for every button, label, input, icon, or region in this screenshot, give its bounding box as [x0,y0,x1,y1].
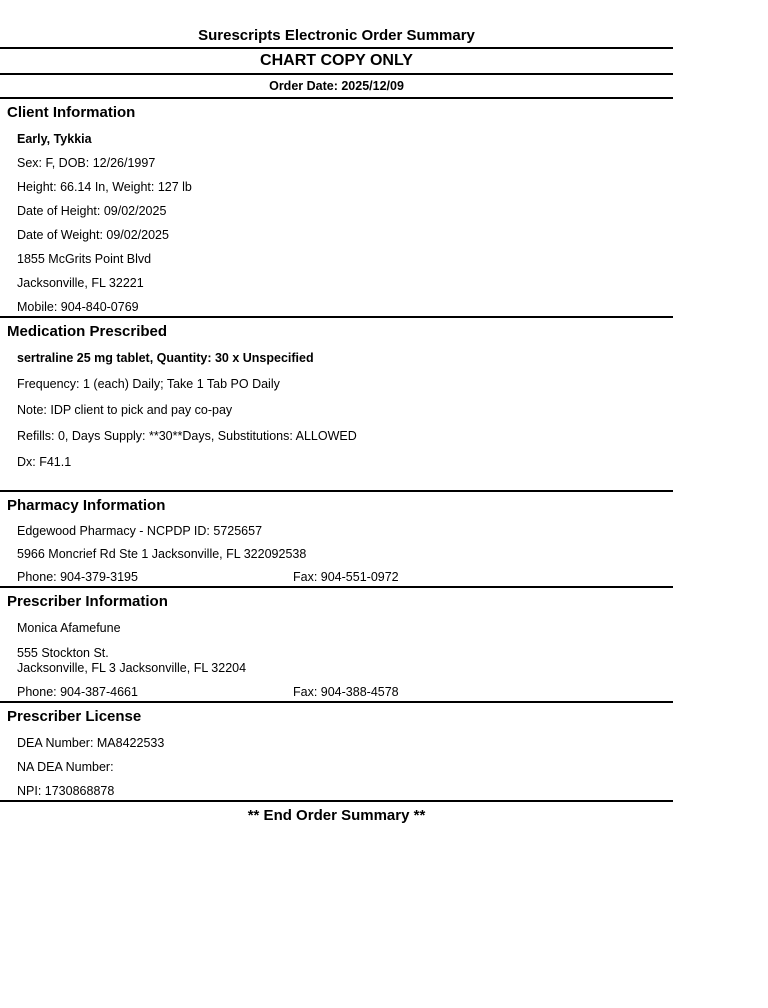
client-information-heading: Client Information [7,104,136,121]
medication-prescribed-heading: Medication Prescribed [7,323,168,340]
prescriber-information-section [0,593,673,703]
client-mobile: Mobile: 904-840-0769 [17,300,139,314]
prescriber-license-section [0,708,673,802]
client-address-city: Jacksonville, FL 32221 [17,276,144,290]
medication-refills: Refills: 0, Days Supply: **30**Days, Substitutions: ALLOWED [17,429,357,443]
order-date: Order Date: 2025/12/09 [0,75,673,99]
prescriber-phone-fax-row [0,686,673,699]
pharmacy-information-section [0,497,673,588]
prescriber-name: Monica Afamefune [17,621,121,635]
prescriber-address-line1: 555 Stockton St. [17,646,109,660]
prescriber-address [17,646,673,676]
client-name: Early, Tykkia [17,132,92,146]
chart-copy-banner: CHART COPY ONLY [0,49,673,75]
license-dea-number: DEA Number: MA8422533 [17,736,165,750]
client-height-weight: Height: 66.14 In, Weight: 127 lb [17,180,192,194]
medication-drug: sertraline 25 mg tablet, Quantity: 30 x Unspecified [17,351,314,365]
pharmacy-fax: Fax: 904-551-0972 [293,570,399,584]
client-address-street: 1855 McGrits Point Blvd [17,252,152,266]
client-date-of-height: Date of Height: 09/02/2025 [17,204,167,218]
client-sex-dob: Sex: F, DOB: 12/26/1997 [17,156,156,170]
end-order-summary-text: ** End Order Summary ** [247,807,426,824]
pharmacy-phone: Phone: 904-379-3195 [17,570,138,584]
client-date-of-weight: Date of Weight: 09/02/2025 [17,228,169,242]
prescriber-fax: Fax: 904-388-4578 [293,685,399,699]
pharmacy-name: Edgewood Pharmacy - NCPDP ID: 5725657 [17,524,263,538]
prescriber-license-heading: Prescriber License [7,708,142,725]
pharmacy-information-heading: Pharmacy Information [7,497,166,514]
document-title: Surescripts Electronic Order Summary [0,0,673,49]
medication-frequency: Frequency: 1 (each) Daily; Take 1 Tab PO Daily [17,377,280,391]
medication-dx: Dx: F41.1 [17,455,72,469]
license-npi: NPI: 1730868878 [17,784,115,798]
prescriber-address-line2: Jacksonville, FL 3 Jacksonville, FL 32204 [17,661,247,675]
license-na-dea-number: NA DEA Number: [17,760,114,774]
prescriber-phone: Phone: 904-387-4661 [17,685,138,699]
client-information-section [0,104,673,318]
pharmacy-phone-fax-row [0,571,673,584]
medication-prescribed-section [0,323,673,492]
medication-note: Note: IDP client to pick and pay co-pay [17,403,233,417]
pharmacy-address: 5966 Moncrief Rd Ste 1 Jacksonville, FL 322092538 [17,547,307,561]
prescriber-information-heading: Prescriber Information [7,593,168,610]
